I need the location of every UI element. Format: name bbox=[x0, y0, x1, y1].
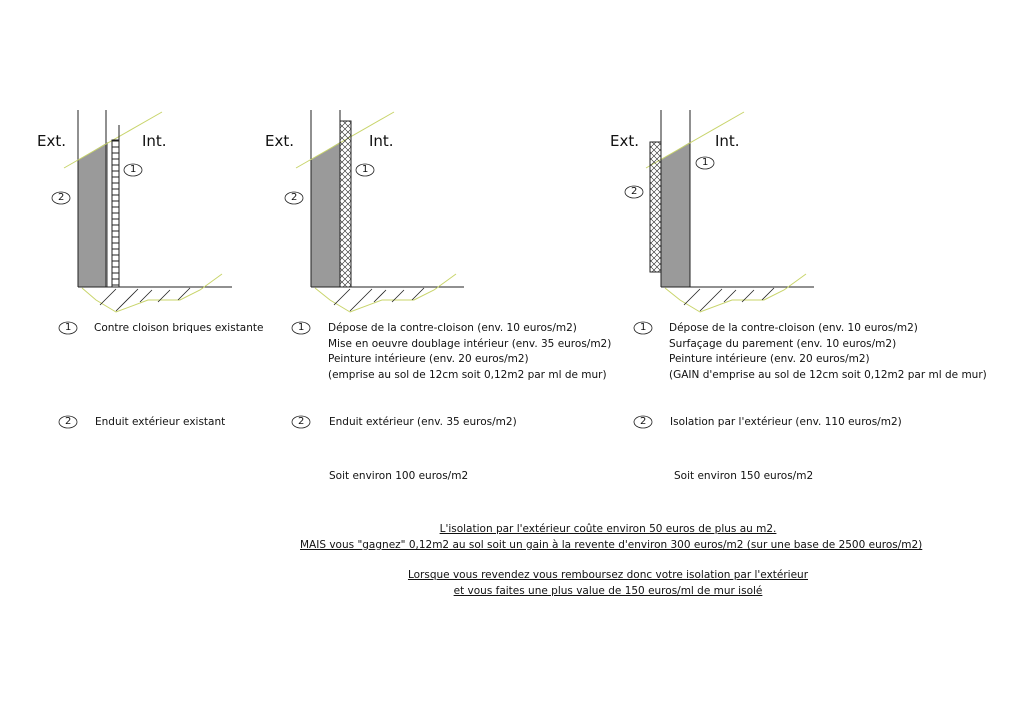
ext-label-1: Ext. bbox=[37, 132, 67, 150]
conclusion-line2: MAIS vous "gagnez" 0,12m2 au sol soit un gain à la revente d'environ 300 euros/m2 (sur une base de 2500 euros/m2) bbox=[300, 539, 923, 551]
legend-2-col2: 2 bbox=[298, 416, 305, 427]
marker-1-sec2: 1 bbox=[362, 164, 369, 175]
legend-1-col1: 1 bbox=[65, 322, 72, 333]
wall-3 bbox=[661, 142, 690, 287]
col2-item1-line3: Peinture intérieure (env. 20 euros/m2) bbox=[328, 353, 529, 365]
col3-item1-line3: Peinture intérieure (env. 20 euros/m2) bbox=[669, 353, 870, 365]
col2-item1-line2: Mise en oeuvre doublage intérieur (env. 35 euros/m2) bbox=[328, 338, 612, 350]
col2-item2: Enduit extérieur (env. 35 euros/m2) bbox=[329, 416, 517, 428]
col1-item2: Enduit extérieur existant bbox=[95, 416, 226, 428]
legend-1-col3: 1 bbox=[640, 322, 647, 333]
marker-2-sec1: 2 bbox=[58, 192, 65, 203]
int-label-1: Int. bbox=[142, 132, 167, 150]
col3-item1-line4: (GAIN d'emprise au sol de 12cm soit 0,12m2 par ml de mur) bbox=[669, 369, 987, 381]
col1-item1: Contre cloison briques existante bbox=[94, 322, 264, 334]
int-label-2: Int. bbox=[369, 132, 394, 150]
col3-item1-line2: Surfaçage du parement (env. 10 euros/m2) bbox=[669, 338, 897, 350]
legend-2-col3: 2 bbox=[640, 416, 647, 427]
col3-total: Soit environ 150 euros/m2 bbox=[674, 470, 814, 482]
interior-insulation bbox=[340, 121, 351, 287]
marker-1-sec3: 1 bbox=[702, 157, 709, 168]
marker-1-sec1: 1 bbox=[130, 164, 137, 175]
conclusion-line3: Lorsque vous revendez vous remboursez donc votre isolation par l'extérieur bbox=[407, 569, 809, 581]
conclusion-line1: L'isolation par l'extérieur coûte environ 50 euros de plus au m2. bbox=[439, 523, 777, 535]
col2-total: Soit environ 100 euros/m2 bbox=[329, 470, 469, 482]
int-label-3: Int. bbox=[715, 132, 740, 150]
conclusion-line4: et vous faites une plus value de 150 euros/ml de mur isolé bbox=[453, 585, 763, 597]
col2-item1-line1: Dépose de la contre-cloison (env. 10 euros/m2) bbox=[328, 322, 577, 334]
exterior-insulation bbox=[650, 142, 661, 272]
legend-2-col1: 2 bbox=[65, 416, 72, 427]
col3-item1-line1: Dépose de la contre-cloison (env. 10 euros/m2) bbox=[669, 322, 918, 334]
ext-label-2: Ext. bbox=[265, 132, 295, 150]
marker-2-sec2: 2 bbox=[291, 192, 298, 203]
brick-partition bbox=[112, 140, 119, 287]
exterior-render-1 bbox=[78, 142, 108, 287]
marker-2-sec3: 2 bbox=[631, 186, 638, 197]
legend-1-col2: 1 bbox=[298, 322, 305, 333]
ext-label-3: Ext. bbox=[610, 132, 640, 150]
col3-item2: Isolation par l'extérieur (env. 110 euros/m2) bbox=[670, 416, 902, 428]
col2-item1-line4: (emprise au sol de 12cm soit 0,12m2 par ml de mur) bbox=[328, 369, 607, 381]
exterior-render-2 bbox=[311, 142, 340, 287]
